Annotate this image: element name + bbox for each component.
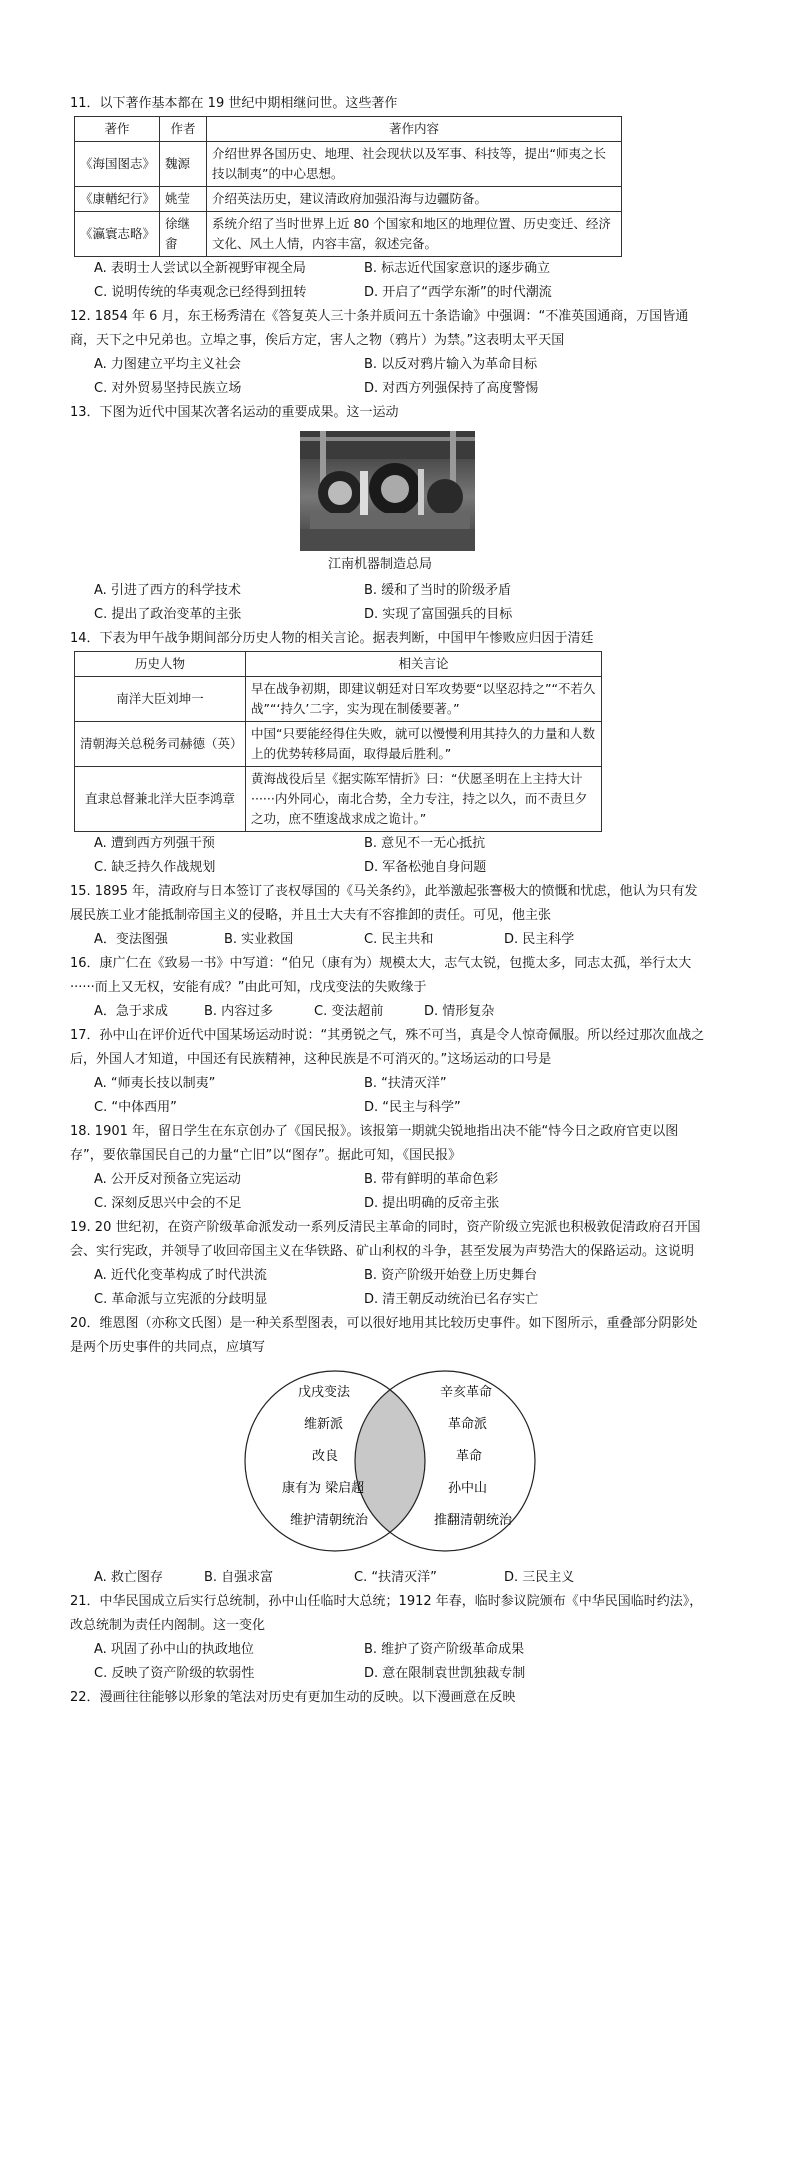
q11-header-work: 著作	[75, 117, 160, 142]
option-b: B. 资产阶级开始登上历史舞台	[364, 1268, 538, 1283]
venn-right-label: 革命派	[448, 1417, 488, 1432]
q16-stem: 16．康广仁在《致易一书》中写道：“伯兄（康有为）规模太大，志气太锐，包揽太多，同志太孤，举行太大······而上又无权，安能有成？”由此可知，戊戌变法的失败缘于	[70, 956, 692, 995]
q11-cell: 魏源	[160, 142, 207, 187]
option-a: A. 救亡图存	[94, 1570, 163, 1585]
q11-cell: 《瀛寰志略》	[75, 212, 160, 257]
q12-stem: 12. 1854 年 6 月，东王杨秀清在《答复英人三十条并质问五十条诰谕》中强调：“不准英国通商，万国皆通商，天下之中兄弟也。立埠之事，俟后方定，害人之物（鸦片）为禁。”这表明太平天国	[70, 309, 689, 348]
exam-page	[70, 92, 710, 1710]
option-d: D. 民主科学	[504, 932, 575, 947]
q11-cell: 姚莹	[160, 187, 207, 212]
factory-photo	[300, 431, 475, 551]
option-a: A. 近代化变革构成了时代洪流	[94, 1268, 267, 1283]
q19-stem: 19. 20 世纪初，在资产阶级革命派发动一系列反清民主革命的同时，资产阶级立宪派也积极敦促清政府召开国会、实行宪政，并领导了收回帝国主义在华铁路、矿山利权的斗争，甚至发展为声势浩大的保路运动。这说明	[70, 1220, 701, 1259]
option-c: C. 说明传统的华夷观念已经得到扭转	[94, 285, 307, 300]
q17-options	[70, 1072, 710, 1120]
q13-options	[70, 579, 710, 627]
option-c: C. 反映了资产阶级的软弱性	[94, 1666, 255, 1681]
option-c: C. 革命派与立宪派的分歧明显	[94, 1292, 268, 1307]
venn-right-label: 孙中山	[448, 1481, 488, 1496]
option-c: C. “中体西用”	[94, 1100, 177, 1115]
option-b: B. 意见不一无心抵抗	[364, 836, 486, 851]
q14-stem: 14．下表为甲午战争期间部分历史人物的相关言论。据表判断，中国甲午惨败应归因于清廷	[70, 631, 594, 646]
option-a: A．急于求成	[94, 1004, 168, 1019]
q11-cell: 系统介绍了当时世界上近 80 个国家和地区的地理位置、历史变迁、经济文化、风土人情，内容丰富，叙述完备。	[207, 212, 622, 257]
q14-table	[74, 651, 602, 832]
table-row	[75, 767, 602, 832]
option-a: A. “师夷长技以制夷”	[94, 1076, 216, 1091]
option-b: B. 以反对鸦片输入为革命目标	[364, 357, 538, 372]
venn-right-label: 辛亥革命	[440, 1385, 493, 1400]
venn-right-label: 推翻清朝统治	[434, 1513, 513, 1528]
option-c: C. 对外贸易坚持民族立场	[94, 381, 242, 396]
venn-diagram	[230, 1366, 710, 1560]
table-row	[75, 187, 622, 212]
option-a: A. 力图建立平均主义社会	[94, 357, 241, 372]
q15-stem: 15. 1895 年，清政府与日本签订了丧权辱国的《马关条约》，此举激起张謇极大的愤慨和忧虑，他认为只有发展民族工业才能抵制帝国主义的侵略，并且士大夫有不容推卸的责任。可见，他主张	[70, 884, 698, 923]
table-row	[75, 722, 602, 767]
q14-cell: 直隶总督兼北洋大臣李鸿章	[75, 767, 246, 832]
option-b: B. “扶清灭洋”	[364, 1076, 447, 1091]
option-d: D. 三民主义	[504, 1570, 575, 1585]
q14-cell: 黄海战役后呈《据实陈军情折》曰：“伏愿圣明在上主持大计······内外同心，南北合势，全力专注，持之以久，而不责旦夕之功，庶不堕逡战求成之诡计。”	[246, 767, 602, 832]
q13-caption: 江南机器制造总局	[327, 557, 432, 572]
q14-options	[70, 832, 710, 880]
table-row	[75, 212, 622, 257]
q14-cell: 早在战争初期，即建议朝廷对日军攻势要“以坚忍持之”“不若久战”“‘持久’二字，实为现在制倭要著。”	[246, 677, 602, 722]
q20-stem: 20．维恩图（亦称文氏图）是一种关系型图表，可以很好地用其比较历史事件。如下图所示，重叠部分阴影处是两个历史事件的共同点，应填写	[70, 1316, 698, 1355]
factory-machines-illustration	[300, 431, 475, 551]
option-b: B. 带有鲜明的革命色彩	[364, 1172, 499, 1187]
option-b: B. 实业救国	[224, 932, 294, 947]
q15-options	[70, 928, 710, 952]
option-b: B. 标志近代国家意识的逐步确立	[364, 261, 551, 276]
option-d: D. 情形复杂	[424, 1004, 495, 1019]
option-d: D. 实现了富国强兵的目标	[364, 607, 513, 622]
q11-table	[74, 116, 622, 257]
option-b: B. 自强求富	[204, 1570, 274, 1585]
option-d: D. 清王朝反动统治已名存实亡	[364, 1292, 539, 1307]
option-c: C. 深刻反思兴中会的不足	[94, 1196, 242, 1211]
q11-cell: 《海国图志》	[75, 142, 160, 187]
q13-stem: 13．下图为近代中国某次著名运动的重要成果。这一运动	[70, 405, 399, 420]
q11-cell: 徐继畬	[160, 212, 207, 257]
q22-stem: 22．漫画往往能够以形象的笔法对历史有更加生动的反映。以下漫画意在反映	[70, 1690, 516, 1705]
option-a: A. 表明士人尝试以全新视野审视全局	[94, 261, 306, 276]
option-a: A．变法图强	[94, 932, 168, 947]
venn-left-label: 康有为 梁启超	[282, 1481, 365, 1496]
option-b: B. 维护了资产阶级革命成果	[364, 1642, 525, 1657]
option-b: B. 缓和了当时的阶级矛盾	[364, 583, 512, 598]
table-row	[75, 142, 622, 187]
option-d: D. “民主与科学”	[364, 1100, 461, 1115]
option-d: D. 意在限制袁世凯独裁专制	[364, 1666, 526, 1681]
q11-cell: 介绍世界各国历史、地理、社会现状以及军事、科技等，提出“师夷之长技以制夷”的中心思想。	[207, 142, 622, 187]
option-c: C. 民主共和	[364, 932, 434, 947]
q20-options	[70, 1566, 710, 1590]
q12-options	[70, 353, 710, 401]
q11-stem: 11．以下著作基本都在 19 世纪中期相继问世。这些著作	[70, 96, 398, 111]
option-a: A. 引进了西方的科学技术	[94, 583, 241, 598]
q17-stem: 17．孙中山在评价近代中国某场运动时说：“其勇锐之气，殊不可当，真是令人惊奇佩服。所以经过那次血战之后，外国人才知道，中国还有民族精神，这种民族是不可消灭的。”这场运动的口号是	[70, 1028, 705, 1067]
q11-cell: 《康輶纪行》	[75, 187, 160, 212]
q14-header-person: 历史人物	[75, 652, 246, 677]
option-c: C. “扶清灭洋”	[354, 1570, 437, 1585]
q14-cell: 清朝海关总税务司赫德（英）	[75, 722, 246, 767]
venn-left-label: 改良	[312, 1449, 339, 1464]
option-d: D. 军备松弛自身问题	[364, 860, 487, 875]
option-d: D. 对西方列强保持了高度警惕	[364, 381, 539, 396]
option-d: D. 开启了“西学东渐”的时代潮流	[364, 285, 552, 300]
option-c: C. 提出了政治变革的主张	[94, 607, 242, 622]
q16-options	[70, 1000, 710, 1024]
q11-header-author: 作者	[160, 117, 207, 142]
option-a: A. 公开反对预备立宪运动	[94, 1172, 241, 1187]
option-a: A. 巩固了孙中山的执政地位	[94, 1642, 254, 1657]
venn-right-label: 革命	[456, 1449, 483, 1464]
venn-left-label: 维护清朝统治	[290, 1513, 369, 1528]
table-row	[75, 677, 602, 722]
option-c: C. 变法超前	[314, 1004, 384, 1019]
q11-options	[70, 257, 710, 305]
q14-header-remarks: 相关言论	[246, 652, 602, 677]
q21-options	[70, 1638, 710, 1686]
q19-options	[70, 1264, 710, 1312]
venn-left-label: 维新派	[304, 1417, 344, 1432]
q18-stem: 18. 1901 年，留日学生在东京创办了《国民报》。该报第一期就尖锐地指出决不能“恃今日之政府官吏以图存”，要依靠国民自己的力量“亡旧”以“图存”。据此可知，《国民报》	[70, 1124, 679, 1163]
q11-cell: 介绍英法历史，建议清政府加强沿海与边疆防备。	[207, 187, 622, 212]
venn-left-label: 戊戌变法	[298, 1385, 351, 1400]
option-b: B. 内容过多	[204, 1004, 274, 1019]
option-d: D. 提出明确的反帝主张	[364, 1196, 500, 1211]
q14-cell: 南洋大臣刘坤一	[75, 677, 246, 722]
option-a: A. 遭到西方列强干预	[94, 836, 215, 851]
q18-options	[70, 1168, 710, 1216]
q14-cell: 中国“只要能经得住失败，就可以慢慢利用其持久的力量和人数上的优势转移局面，取得最后胜利。”	[246, 722, 602, 767]
q21-stem: 21．中华民国成立后实行总统制，孙中山任临时大总统；1912 年春，临时参议院颁布《中华民国临时约法》，改总统制为责任内阁制。这一变化	[70, 1594, 703, 1633]
option-c: C. 缺乏持久作战规划	[94, 860, 216, 875]
q11-header-content: 著作内容	[207, 117, 622, 142]
